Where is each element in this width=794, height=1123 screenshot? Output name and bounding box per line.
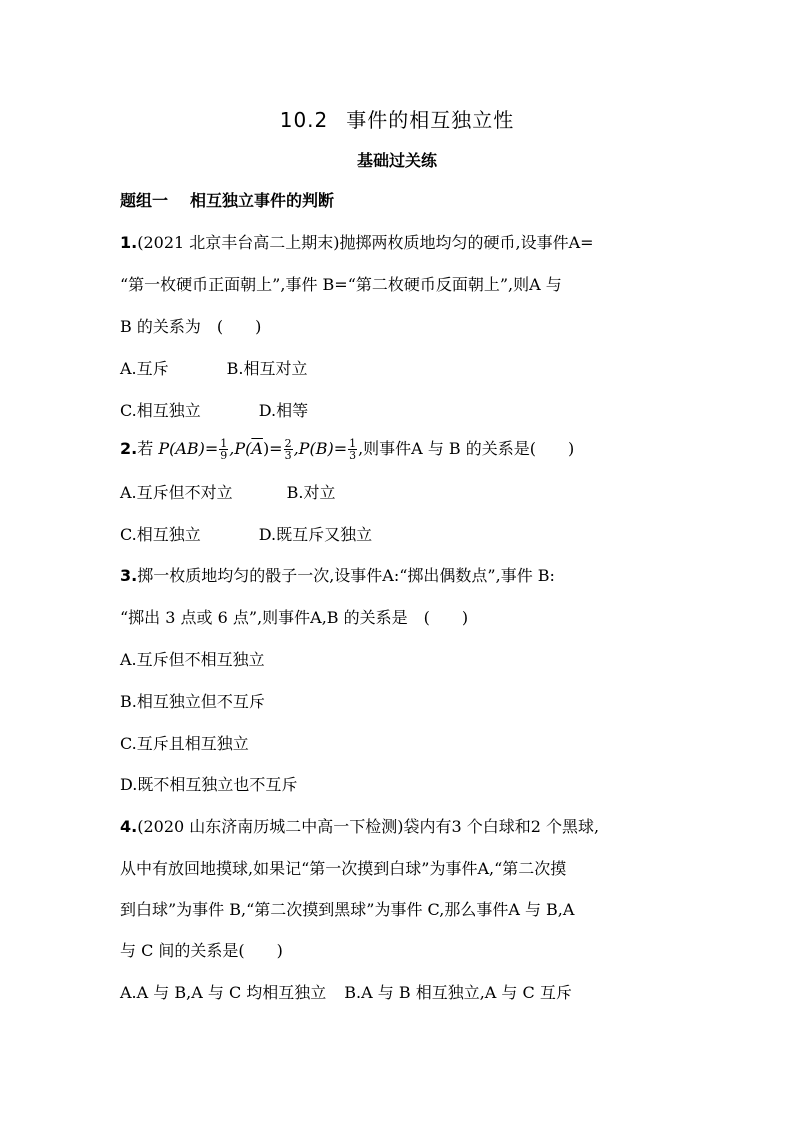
question-3-text-1: 掷一枚质地均匀的骰子一次,设事件A:“掷出偶数点”,事件 B: <box>137 566 555 585</box>
fraction-2-denominator: 3 <box>284 449 292 462</box>
question-1-text-1: (2021 北京丰台高二上期末)抛掷两枚质地均匀的硬币,设事件A= <box>137 233 594 252</box>
question-2-p-ab: P(AB)= <box>158 439 219 458</box>
question-3-option-b: B.相互独立但不互斥 <box>120 692 265 711</box>
question-1-options-row-2 <box>120 399 308 423</box>
question-2-sep-2: ,P(B)= <box>293 439 348 458</box>
question-4-line-4: 与 C 间的关系是( ) <box>120 941 283 960</box>
fraction-3-numerator: 1 <box>349 437 357 450</box>
question-2-mid-1: )= <box>262 439 283 458</box>
question-2-options-row-1 <box>120 481 336 505</box>
page-subtitle: 基础过关练 <box>356 151 437 170</box>
question-2-sep-1: ,P( <box>229 439 252 458</box>
fraction-1 <box>219 438 228 461</box>
question-3-number: 3. <box>120 566 138 585</box>
page-title <box>0 104 794 133</box>
question-2-option-c: C.相互独立 <box>120 525 201 544</box>
question-1-number: 1. <box>120 233 138 252</box>
question-2-a-bar: $\overline{A}$ <box>251 439 263 458</box>
section-number: 10.2 <box>279 108 329 132</box>
question-1-option-b: B.相互对立 <box>226 359 308 378</box>
question-3-option-d: D.既不相互独立也不互斥 <box>120 775 298 794</box>
question-4-number: 4. <box>120 817 138 836</box>
question-1-option-a: A.互斥 <box>120 359 169 378</box>
fraction-3-denominator: 3 <box>349 449 357 462</box>
group-label: 题组一 <box>120 191 169 210</box>
question-2-option-b: B.对立 <box>286 483 336 502</box>
question-4-option-a: A.A 与 B,A 与 C 均相互独立 <box>120 983 327 1002</box>
question-4-options-row-1 <box>120 981 572 1005</box>
question-2-prefix: 若 <box>137 439 159 458</box>
question-1-line-2: “第一枚硬币正面朝上”,事件 B=“第二枚硬币反面朝上”,则A 与 <box>120 275 562 294</box>
group-heading <box>120 189 334 213</box>
group-name: 相互独立事件的判断 <box>190 191 335 210</box>
fraction-3 <box>348 438 357 461</box>
question-3-line-1 <box>120 564 555 588</box>
question-1-line-3: B 的关系为 ( ) <box>120 317 262 336</box>
question-4-line-3: 到白球”为事件 B,“第二次摸到黑球”为事件 C,那么事件A 与 B,A <box>120 900 575 919</box>
question-4-line-2: 从中有放回地摸球,如果记“第一次摸到白球”为事件A,“第二次摸 <box>120 859 567 878</box>
question-1-option-d: D.相等 <box>258 401 309 420</box>
question-3-line-2: “掷出 3 点或 6 点”,则事件A,B 的关系是 ( ) <box>120 608 469 627</box>
question-1-line-1 <box>120 231 594 255</box>
question-2-number: 2. <box>120 439 138 458</box>
question-3-option-a: A.互斥但不相互独立 <box>120 650 265 669</box>
fraction-2-numerator: 2 <box>284 437 292 450</box>
question-2-line-1 <box>120 437 574 461</box>
question-2-option-a: A.互斥但不对立 <box>120 483 233 502</box>
question-1-option-c: C.相互独立 <box>120 401 201 420</box>
question-4-text-1: (2020 山东济南历城二中高一下检测)袋内有3 个白球和2 个黑球, <box>137 817 600 836</box>
question-4-option-b: B.A 与 B 相互独立,A 与 C 互斥 <box>344 983 572 1002</box>
question-4-line-1 <box>120 815 599 839</box>
question-1-options-row-1 <box>120 357 308 381</box>
fraction-1-denominator: 9 <box>220 449 228 462</box>
fraction-1-numerator: 1 <box>220 437 228 450</box>
question-3-option-c: C.互斥且相互独立 <box>120 734 249 753</box>
question-2-option-d: D.既互斥又独立 <box>258 525 373 544</box>
section-title: 事件的相互独立性 <box>346 108 515 132</box>
fraction-2 <box>284 438 293 461</box>
question-2-suffix: ,则事件A 与 B 的关系是( ) <box>358 439 575 458</box>
question-2-options-row-2 <box>120 523 372 547</box>
